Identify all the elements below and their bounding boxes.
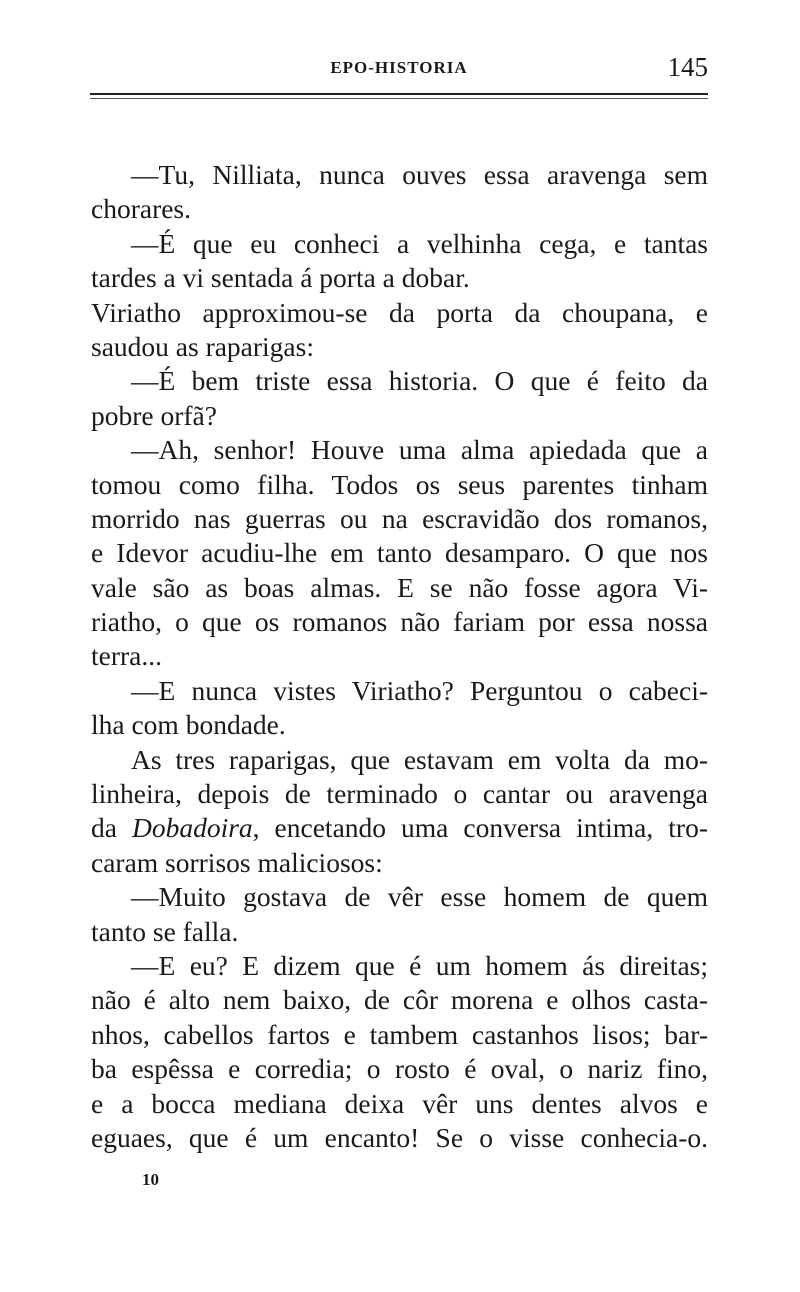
text-line: não é alto nem baixo, de côr morena e olhos casta- xyxy=(91,984,708,1016)
page-number: 145 xyxy=(667,52,708,82)
text-line: tardes a vi sentada á porta a dobar. xyxy=(91,262,470,294)
text-line: pobre orfã? xyxy=(91,399,217,431)
text-line: saudou as raparigas: xyxy=(91,330,314,362)
text-line: vale são as boas almas. E se não fosse agora Vi- xyxy=(91,571,708,603)
text-line: tanto se falla. xyxy=(91,915,239,947)
italic-title: Dobadoira xyxy=(131,812,253,844)
body-text xyxy=(91,158,708,1155)
text-line: —E nunca vistes Viriatho? Perguntou o cabeci- xyxy=(131,674,708,706)
text-line: chorares. xyxy=(91,193,192,225)
text-line: Viriatho approximou-se da porta da choupana, e xyxy=(91,296,708,328)
text-line: caram sorrisos maliciosos: xyxy=(91,846,383,878)
text-line: tomou como filha. Todos os seus parentes tinham xyxy=(91,468,708,500)
text-line: nhos, cabellos fartos e tambem castanhos lisos; bar- xyxy=(91,1018,708,1050)
text-line: —E eu? E dizem que é um homem ás direitas; xyxy=(131,949,708,981)
text-line: morrido nas guerras ou na escravidão dos romanos, xyxy=(91,502,708,534)
text-line: riatho, o que os romanos não fariam por essa nossa xyxy=(91,606,708,638)
text-line: —Tu, Nilliata, nunca ouves essa aravenga sem xyxy=(131,159,708,190)
running-head xyxy=(90,52,708,82)
text-line: —É que eu conheci a velhinha cega, e tantas xyxy=(131,227,708,259)
text-run: da xyxy=(91,812,132,844)
text-line: As tres raparigas, que estavam em volta da mo- xyxy=(131,743,708,775)
text-line: ba espêssa e corredia; o rosto é oval, o nariz fino, xyxy=(91,1053,708,1085)
text-line: terra... xyxy=(91,640,162,672)
text-line: e a bocca mediana deixa vêr uns dentes alvos e xyxy=(91,1087,708,1119)
running-title: EPO-HISTORIA xyxy=(330,58,468,77)
text-line: —Muito gostava de vêr esse homem de quem xyxy=(131,881,708,913)
text-line xyxy=(91,811,708,845)
text-line: e Idevor acudiu-lhe em tanto desamparo. O que nos xyxy=(91,537,708,569)
text-line: eguaes, que é um encanto! Se o visse conhecia-o. xyxy=(91,1121,708,1153)
header-rule xyxy=(90,93,708,95)
text-line: —Ah, senhor! Houve uma alma apiedada que a xyxy=(131,434,708,466)
text-run: , encetando uma conversa intima, tro- xyxy=(252,812,708,844)
text-line: lha com bondade. xyxy=(91,709,286,741)
text-line: linheira, depois de terminado o cantar ou aravenga xyxy=(91,778,708,810)
printer-signature-mark: 10 xyxy=(142,1170,159,1189)
text-line: —É bem triste essa historia. O que é feito da xyxy=(131,365,708,397)
header-rule-thin xyxy=(90,98,708,99)
